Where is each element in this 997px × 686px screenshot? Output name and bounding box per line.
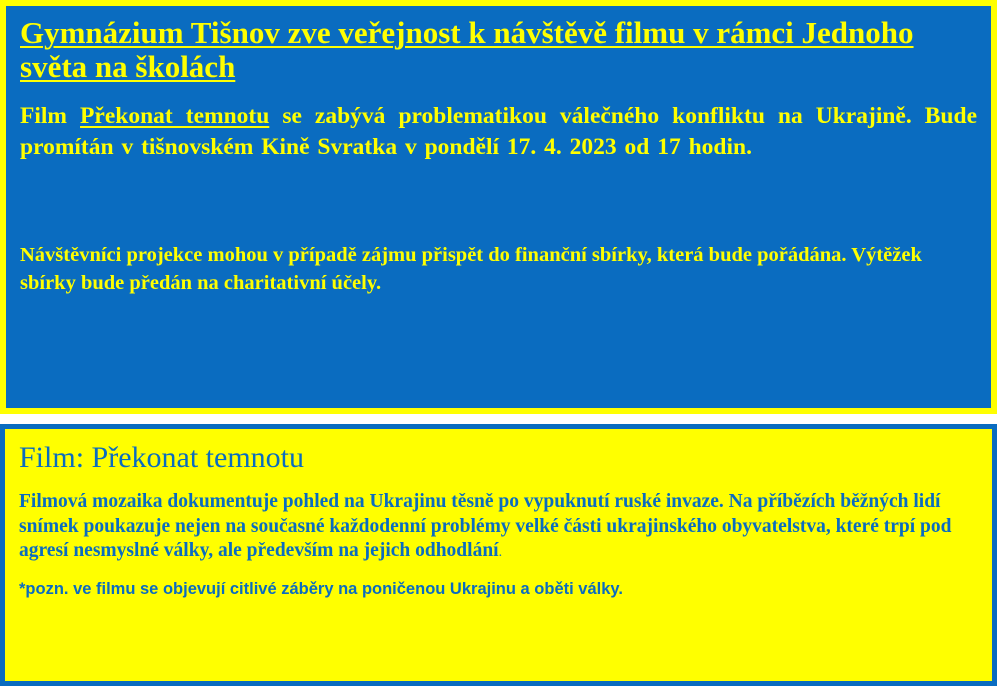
film-description-paragraph [19, 490, 976, 566]
film-description-panel [0, 424, 997, 686]
screening-info-paragraph [20, 101, 977, 163]
content-warning-note: *pozn. ve filmu se objevují citlivé záběry na poničenou Ukrajinu a oběti války. [19, 579, 623, 598]
screening-info-lead: Film [20, 103, 81, 129]
fundraiser-paragraph: Návštěvníci projekce mohou v případě zájmu přispět do finanční sbírky, která bude pořádána. Výtěžek sbírky bude předán na charitativní účely. [20, 244, 922, 294]
film-description-text: Filmová mozaika dokumentuje pohled na Ukrajinu těsně po vypuknutí ruské invaze. Na příbězích běžných lidí snímek poukazuje nejen na současné každodenní problémy velké části ukrajinského obyvatelstva, které trpí pod agresí nesmyslné války, ale především na jejich odhodlání [19, 491, 952, 561]
film-title-link[interactable]: Překonat temnotu [80, 103, 270, 129]
film-description-end: . [498, 545, 503, 560]
invitation-title: Gymnázium Tišnov zve veřejnost k návštěvě filmu v rámci Jednoho světa na školách [20, 15, 914, 84]
screening-info-rest: se zabývá problematikou válečného konfliktu na Ukrajině. Bude promítán v tišnovském Kině Svratka v pondělí 17. 4. 2023 od 17 hodin. [20, 103, 977, 160]
film-title-heading: Film: Překonat temnotu [19, 441, 304, 474]
